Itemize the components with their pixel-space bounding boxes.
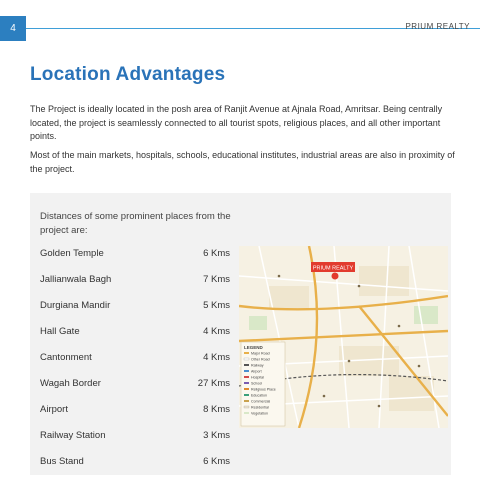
place-distance: 5 Kms xyxy=(203,300,230,311)
place-distance: 4 Kms xyxy=(203,326,230,337)
distance-row xyxy=(40,430,230,446)
place-name: Durgiana Mandir xyxy=(40,300,111,311)
distance-row xyxy=(40,248,230,264)
place-distance: 7 Kms xyxy=(203,274,230,285)
place-distance: 3 Kms xyxy=(203,430,230,441)
brand-name: PRIUM REALTY xyxy=(405,22,470,31)
legend-item: Religious Place xyxy=(251,387,276,392)
distance-row xyxy=(40,404,230,420)
legend-item: Other Road xyxy=(251,357,270,362)
distance-row xyxy=(40,326,230,342)
place-name: Jallianwala Bagh xyxy=(40,274,112,285)
legend-item: Airport xyxy=(251,369,262,374)
intro-paragraph: The Project is ideally located in the posh area of Ranjit Avenue at Ajnala Road, Amritsar. Being centrally located, the project is seamlessly connected to all tourist spots, religious places, and all other important points. xyxy=(30,104,443,141)
legend-title: LEGEND xyxy=(244,345,263,350)
legend-item: Hospital xyxy=(251,375,264,380)
place-distance: 4 Kms xyxy=(203,352,230,363)
legend-item: Railway xyxy=(251,363,264,368)
legend-item: Education xyxy=(251,393,267,398)
place-name: Hall Gate xyxy=(40,326,80,337)
location-map xyxy=(239,246,448,428)
distance-row xyxy=(40,300,230,316)
page-title: Location Advantages xyxy=(30,64,226,85)
place-distance: 6 Kms xyxy=(203,456,230,467)
distance-row xyxy=(40,378,230,394)
page-number: 4 xyxy=(0,16,26,41)
legend-item: Commercial xyxy=(251,399,271,404)
distance-row xyxy=(40,456,230,472)
project-marker-label: PRIUM REALTY xyxy=(312,265,354,272)
place-name: Airport xyxy=(40,404,68,415)
legend-item: School xyxy=(251,381,262,386)
place-name: Bus Stand xyxy=(40,456,84,467)
distance-row xyxy=(40,352,230,368)
place-name: Golden Temple xyxy=(40,248,104,259)
legend-item: Vegetation xyxy=(251,411,268,416)
distances-heading: Distances of some prominent places from the project are: xyxy=(40,211,231,236)
place-distance: 27 Kms xyxy=(197,378,230,389)
location-map-graphic xyxy=(239,246,448,428)
distance-row xyxy=(40,274,230,290)
place-distance: 8 Kms xyxy=(203,404,230,415)
place-name: Wagah Border xyxy=(40,378,101,389)
place-name: Cantonment xyxy=(40,352,92,363)
proximity-paragraph: Most of the main markets, hospitals, schools, educational institutes, industrial areas are also in proximity of the project. xyxy=(30,150,455,174)
map-legend xyxy=(241,342,285,426)
distances-panel xyxy=(30,193,451,475)
place-distance: 6 Kms xyxy=(203,248,230,259)
legend-item: Residential xyxy=(251,405,269,410)
legend-item: Major Road xyxy=(251,351,270,356)
place-name: Railway Station xyxy=(40,430,106,441)
